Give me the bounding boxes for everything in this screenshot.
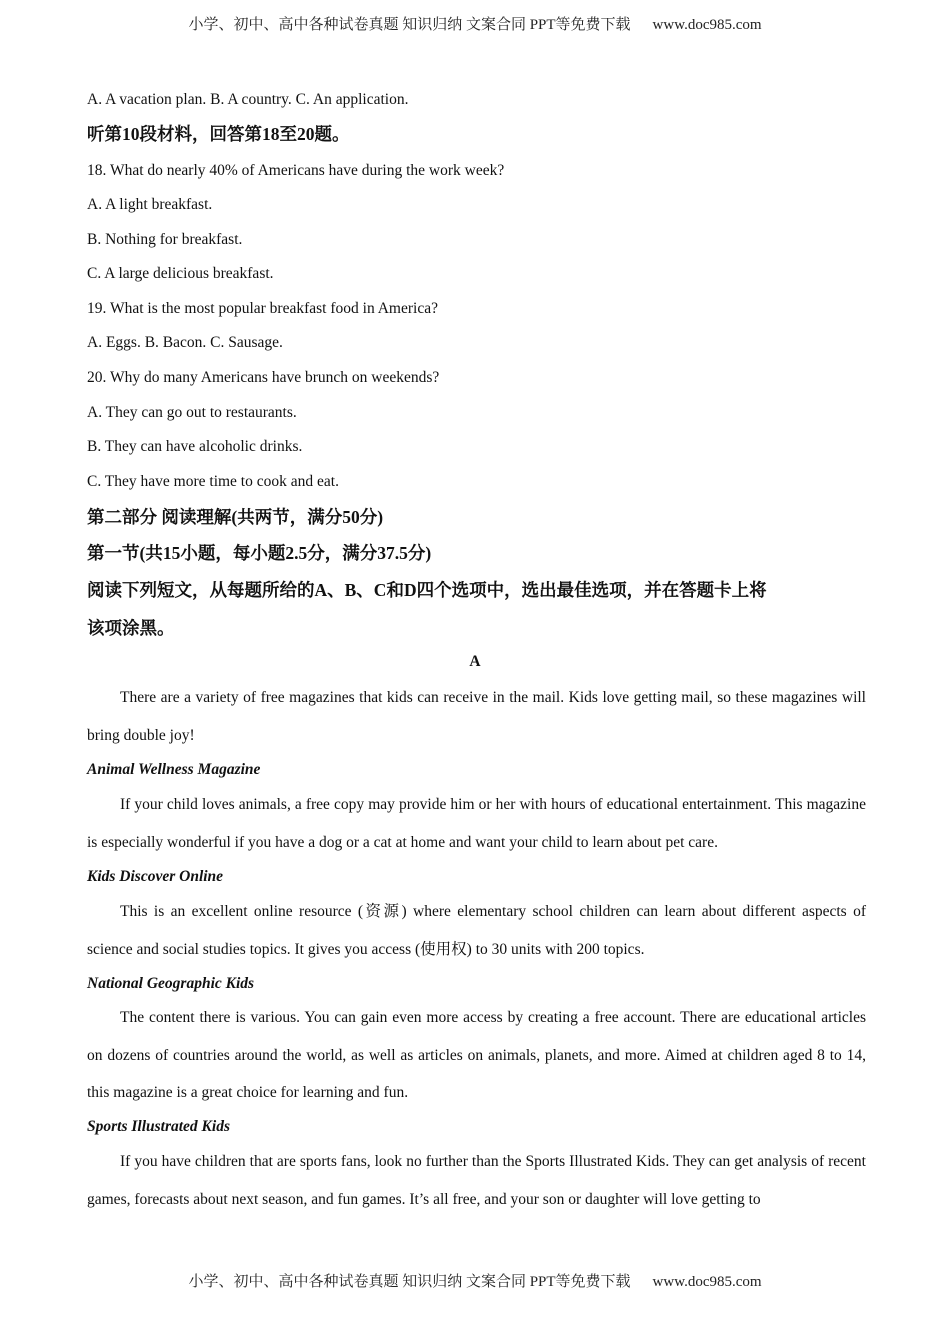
footer-site-link[interactable]: www.doc985.com bbox=[652, 1274, 762, 1290]
instruction-line-1: 阅读下列短文，从每题所给的A、B、C和D四个选项中，选出最佳选项，并在答题卡上将 bbox=[87, 580, 767, 600]
q18-option-a: A. A light breakfast. bbox=[87, 196, 213, 213]
q19-stem: 19. What is the most popular breakfast food in America? bbox=[87, 300, 438, 317]
q20-option-b: B. They can have alcoholic drinks. bbox=[87, 438, 303, 455]
page-footer bbox=[0, 1270, 950, 1291]
footer-text: 小学、初中、高中各种试卷真题 知识归纳 文案合同 PPT等免费下载 bbox=[188, 1274, 631, 1290]
q18-option-b: B. Nothing for breakfast. bbox=[87, 231, 243, 248]
q18-stem: 18. What do nearly 40% of Americans have during the work week? bbox=[87, 162, 505, 179]
magazine-title-si-kids: Sports Illustrated Kids bbox=[87, 1118, 230, 1135]
header-text: 小学、初中、高中各种试卷真题 知识归纳 文案合同 PPT等免费下载 bbox=[188, 17, 631, 33]
magazine-body-si-kids: If you have children that are sports fans, look no further than the Sports Illustrated Kids. They can get analysis of recent games, forecasts about next season, and fun games. It’s all free, and your son or daughter will love getting to bbox=[87, 1153, 866, 1208]
q20-option-a: A. They can go out to restaurants. bbox=[87, 404, 297, 421]
magazine-body-natgeo-kids: The content there is various. You can gain even more access by creating a free account. There are educational articles on dozens of countries around the world, as well as articles on animals, planets, and more. Aimed at children aged 8 to 14, this magazine is a great choice for learning and fun. bbox=[87, 1009, 866, 1101]
magazine-title-kids-discover: Kids Discover Online bbox=[87, 868, 224, 885]
passage-intro: There are a variety of free magazines that kids can receive in the mail. Kids love getting mail, so these magazines will bring double joy! bbox=[87, 689, 866, 744]
q20-option-c: C. They have more time to cook and eat. bbox=[87, 473, 339, 490]
q19-options: A. Eggs. B. Bacon. C. Sausage. bbox=[87, 334, 283, 351]
prev-question-options: A. A vacation plan. B. A country. C. An application. bbox=[87, 91, 409, 108]
section10-heading: 听第10段材料，回答第18至20题。 bbox=[87, 124, 350, 144]
header-site-link[interactable]: www.doc985.com bbox=[652, 17, 762, 33]
instruction-line-2: 该项涂黑。 bbox=[87, 618, 175, 638]
magazine-body-kids-discover: This is an excellent online resource (资源) where elementary school children can learn about different aspects of science and social studies topics. It gives you access (使用权) to 30 units with 200 topics. bbox=[87, 903, 866, 958]
magazine-title-animal-wellness: Animal Wellness Magazine bbox=[87, 761, 261, 778]
magazine-title-natgeo-kids: National Geographic Kids bbox=[87, 975, 255, 992]
magazine-body-animal-wellness: If your child loves animals, a free copy may provide him or her with hours of educational entertainment. This magazine is especially wonderful if you have a dog or a cat at home and want your child to learn about pet care. bbox=[87, 796, 866, 851]
passage-label: A bbox=[469, 653, 481, 670]
section1-heading: 第一节(共15小题，每小题2.5分，满分37.5分) bbox=[87, 543, 432, 563]
q18-option-c: C. A large delicious breakfast. bbox=[87, 265, 274, 282]
part2-heading: 第二部分 阅读理解(共两节，满分50分) bbox=[87, 507, 384, 527]
q20-stem: 20. Why do many Americans have brunch on weekends? bbox=[87, 369, 440, 386]
page-header bbox=[0, 13, 950, 34]
